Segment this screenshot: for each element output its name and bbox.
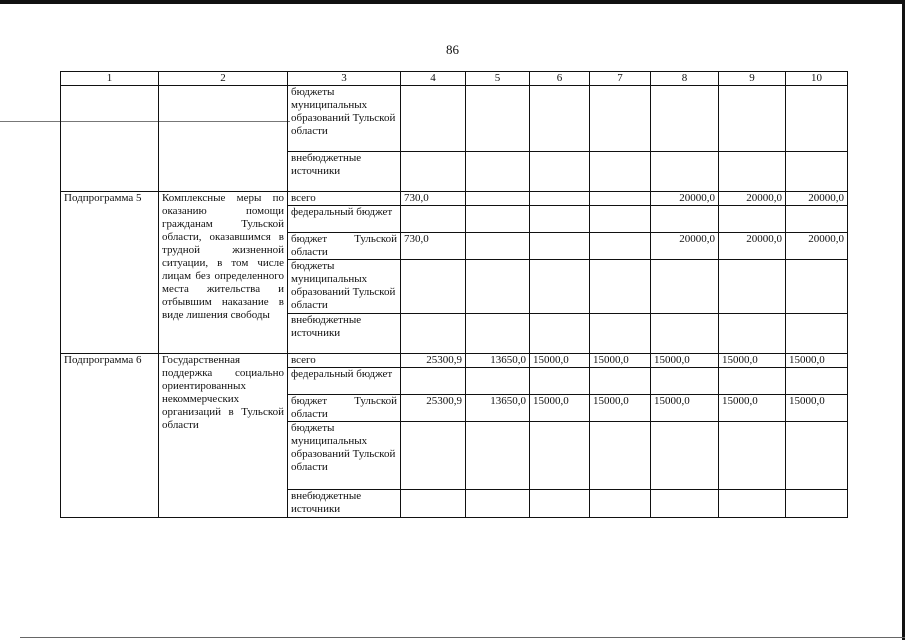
subprogram-name: Государственная поддержка социально ориентированных некоммерческих организаций в Тульской области xyxy=(159,354,288,518)
source-cell: бюджеты муниципальных образований Тульской области xyxy=(288,260,401,314)
header-cell: 5 xyxy=(466,72,530,86)
empty-cell xyxy=(590,260,651,314)
table-row xyxy=(61,354,848,368)
empty-cell xyxy=(651,152,719,192)
empty-cell xyxy=(466,86,530,152)
value-cell: 15000,0 xyxy=(651,354,719,368)
empty-cell xyxy=(401,206,466,233)
value-cell: 15000,0 xyxy=(786,354,848,368)
source-cell: всего xyxy=(288,192,401,206)
name-cell-empty xyxy=(159,86,288,192)
table-row xyxy=(61,192,848,206)
value-cell: 20000,0 xyxy=(651,233,719,260)
value-cell: 13650,0 xyxy=(466,395,530,422)
empty-cell xyxy=(401,422,466,490)
subprogram-name: Комплексные меры по оказанию помощи гражданам Тульской области, оказавшимся в трудной жизненной ситуации, в том числе лицам без определенного места жительства и отбывшим наказание в виде лишения свободы xyxy=(159,192,288,354)
value-cell xyxy=(466,233,530,260)
empty-cell xyxy=(590,422,651,490)
empty-cell xyxy=(786,86,848,152)
source-cell: внебюджетные источники xyxy=(288,152,401,192)
source-cell: бюджет Тульской области xyxy=(288,395,401,422)
empty-cell xyxy=(786,490,848,518)
empty-cell xyxy=(590,206,651,233)
table-row xyxy=(61,86,848,152)
empty-cell xyxy=(719,260,786,314)
source-cell: бюджеты муниципальных образований Тульской области xyxy=(288,422,401,490)
empty-cell xyxy=(719,368,786,395)
empty-cell xyxy=(530,152,590,192)
header-cell: 7 xyxy=(590,72,651,86)
empty-cell xyxy=(590,86,651,152)
value-cell: 15000,0 xyxy=(786,395,848,422)
value-cell: 20000,0 xyxy=(651,192,719,206)
header-cell: 4 xyxy=(401,72,466,86)
empty-cell xyxy=(719,86,786,152)
empty-cell xyxy=(651,368,719,395)
value-cell: 15000,0 xyxy=(719,395,786,422)
empty-cell xyxy=(651,314,719,354)
empty-cell xyxy=(590,368,651,395)
empty-cell xyxy=(719,314,786,354)
header-cell: 10 xyxy=(786,72,848,86)
empty-cell xyxy=(530,206,590,233)
empty-cell xyxy=(466,206,530,233)
code-cell-empty xyxy=(61,86,159,192)
source-cell: федеральный бюджет xyxy=(288,206,401,233)
value-cell: 15000,0 xyxy=(590,354,651,368)
source-cell: бюджеты муниципальных образований Тульской области xyxy=(288,86,401,152)
empty-cell xyxy=(651,490,719,518)
empty-cell xyxy=(786,206,848,233)
value-cell: 15000,0 xyxy=(530,354,590,368)
empty-cell xyxy=(786,152,848,192)
empty-cell xyxy=(786,260,848,314)
empty-cell xyxy=(401,490,466,518)
source-cell: федеральный бюджет xyxy=(288,368,401,395)
value-cell xyxy=(590,233,651,260)
source-cell: всего xyxy=(288,354,401,368)
value-cell: 15000,0 xyxy=(590,395,651,422)
empty-cell xyxy=(651,86,719,152)
header-cell: 3 xyxy=(288,72,401,86)
empty-cell xyxy=(530,490,590,518)
source-cell: внебюджетные источники xyxy=(288,490,401,518)
value-cell xyxy=(466,192,530,206)
value-cell xyxy=(590,192,651,206)
header-cell: 2 xyxy=(159,72,288,86)
empty-cell xyxy=(530,86,590,152)
header-row xyxy=(61,72,848,86)
value-cell: 730,0 xyxy=(401,233,466,260)
budget-table xyxy=(60,71,848,518)
scan-border-bottom xyxy=(20,637,905,638)
header-cell: 1 xyxy=(61,72,159,86)
scan-border-top xyxy=(0,0,905,4)
value-cell xyxy=(530,233,590,260)
empty-cell xyxy=(401,260,466,314)
value-cell: 15000,0 xyxy=(530,395,590,422)
empty-cell xyxy=(786,368,848,395)
page-number: 86 xyxy=(446,42,459,57)
value-cell: 15000,0 xyxy=(651,395,719,422)
value-cell: 20000,0 xyxy=(719,192,786,206)
empty-cell xyxy=(401,314,466,354)
value-cell: 20000,0 xyxy=(786,192,848,206)
empty-cell xyxy=(590,490,651,518)
empty-cell xyxy=(530,314,590,354)
empty-cell xyxy=(466,490,530,518)
empty-cell xyxy=(651,422,719,490)
header-cell: 9 xyxy=(719,72,786,86)
empty-cell xyxy=(719,422,786,490)
subprogram-code: Подпрограмма 5 xyxy=(61,192,159,354)
empty-cell xyxy=(466,368,530,395)
subprogram-code: Подпрограмма 6 xyxy=(61,354,159,518)
empty-cell xyxy=(590,152,651,192)
source-cell: бюджет Тульской области xyxy=(288,233,401,260)
value-cell xyxy=(530,192,590,206)
empty-cell xyxy=(786,422,848,490)
source-cell: внебюджетные источники xyxy=(288,314,401,354)
empty-cell xyxy=(530,368,590,395)
header-cell: 6 xyxy=(530,72,590,86)
value-cell: 20000,0 xyxy=(786,233,848,260)
value-cell: 13650,0 xyxy=(466,354,530,368)
empty-cell xyxy=(719,206,786,233)
empty-cell xyxy=(466,422,530,490)
header-cell: 8 xyxy=(651,72,719,86)
value-cell: 25300,9 xyxy=(401,354,466,368)
empty-cell xyxy=(590,314,651,354)
value-cell: 730,0 xyxy=(401,192,466,206)
empty-cell xyxy=(786,314,848,354)
empty-cell xyxy=(530,260,590,314)
empty-cell xyxy=(466,314,530,354)
empty-cell xyxy=(401,86,466,152)
empty-cell xyxy=(530,422,590,490)
empty-cell xyxy=(401,368,466,395)
empty-cell xyxy=(401,152,466,192)
empty-cell xyxy=(719,152,786,192)
empty-cell xyxy=(466,152,530,192)
empty-cell xyxy=(651,206,719,233)
value-cell: 20000,0 xyxy=(719,233,786,260)
empty-cell xyxy=(651,260,719,314)
value-cell: 15000,0 xyxy=(719,354,786,368)
value-cell: 25300,9 xyxy=(401,395,466,422)
empty-cell xyxy=(719,490,786,518)
empty-cell xyxy=(466,260,530,314)
